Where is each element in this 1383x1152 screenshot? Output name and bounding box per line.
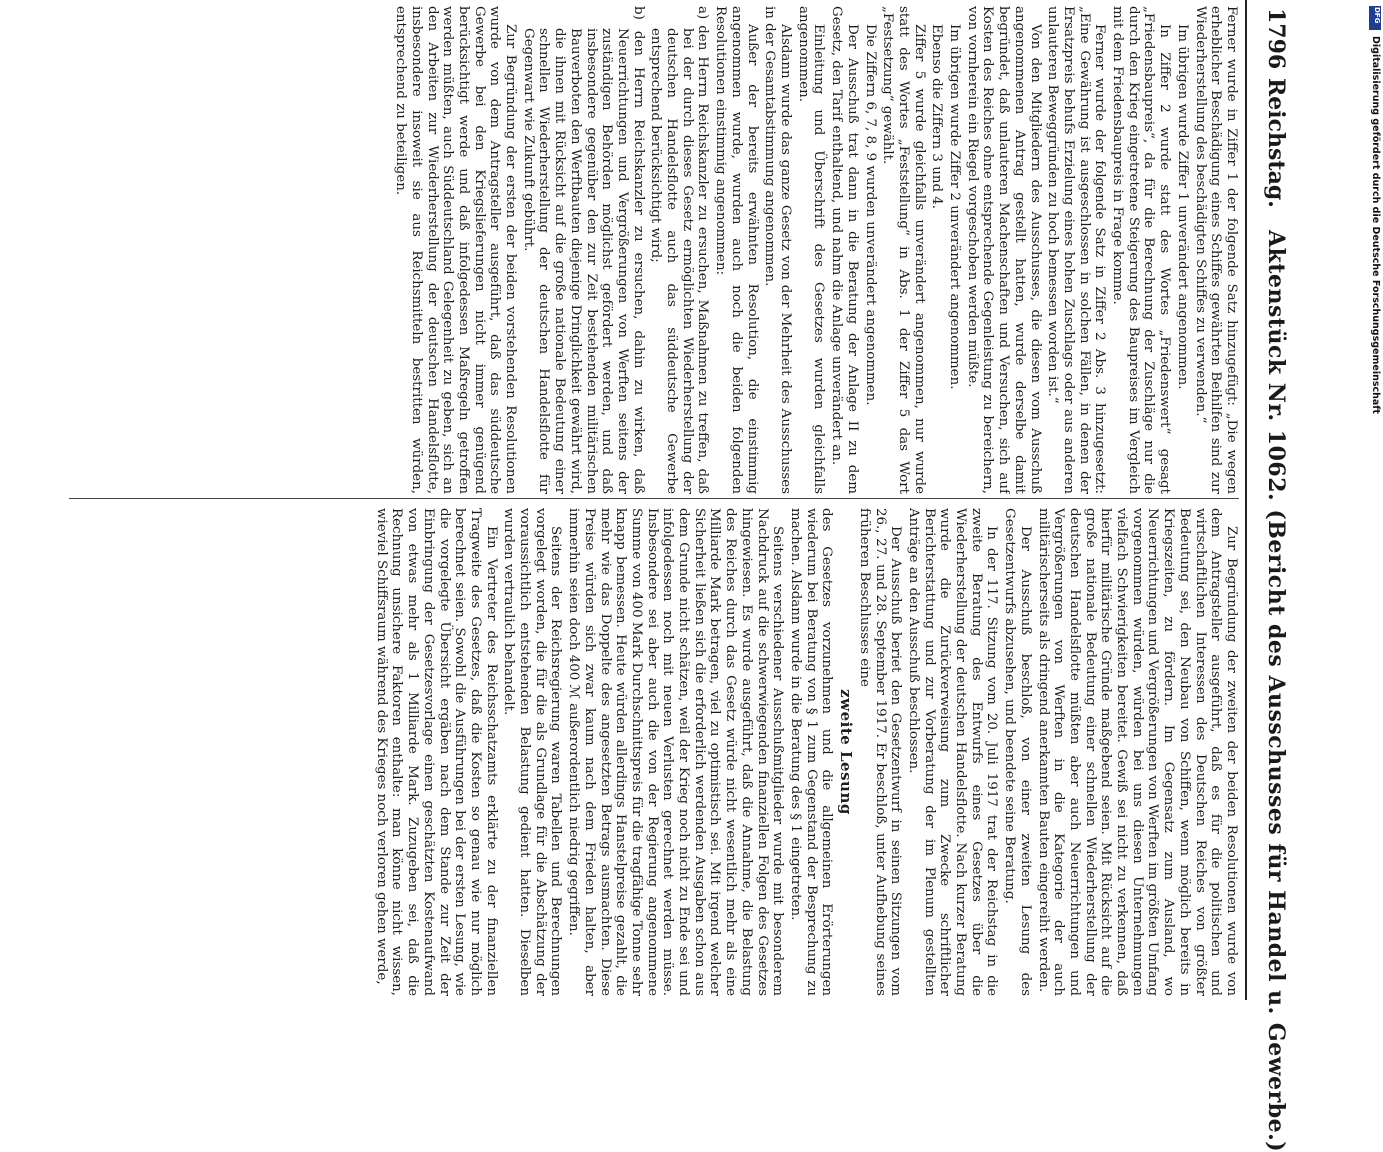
page-header [1249,0,1289,1152]
paragraph: Von den Mitgliedern des Ausschusses, die diesen vom Ausschuß angenommenen Antrag gestellt hatten, wurde derselbe damit begründet, daß unlauteren Machenschaften und Versuchen, sich auf Kosten des Reiches ohne entsprechende Gegenleistung zu bereichern, von vornherein ein Riegel vorgeschoben werden müßte. [964,6,1043,494]
paragraph: Ziffer 5 wurde gleichfalls unverändert angenommen, nur wurde statt des Wortes „Feststellung“ in Abs. 1 der Ziffer 5 das Wort „Festsetzung“ gewählt. [880,6,927,494]
column-divider [69,498,1239,499]
paragraph: Ebenso die Ziffern 3 und 4. [929,24,945,210]
paragraph: b) den Herrn Reichskanzler zu ersuchen, dahin zu wirken, daß Neuerrichtungen und Vergrößerungen von Werften seitens der zuständigen Behörden möglichst gefördert werden, und daß insbesondere gegenüber den zur Zeit bestehenden militärischen Bauverboten den Werftbauten diejenige Dringlichkeit gewährt wird, die ihnen mit Rücksicht auf die große nationale Bedeutung einer schnellen Wiederherstellung der deutschen Handelsflotte für Gegenwart wie Zukunft gebührt. [520,6,646,494]
header-title: Aktenstück Nr. 1062. (Bericht des Ausschusses für Handel u. Gewerbe.) [1263,230,1289,1152]
paragraph: Außer der bereits erwähnten Resolution, die einstimmig angenommen wurde, wurden auch noch die beiden folgenden Resolutionen einstimmig angenommen: [713,6,760,494]
header-org: Reichstag. [1263,78,1289,208]
section-heading: zweite Lesung [837,689,856,815]
side-note [1368,36,1382,656]
side-note-text: Digitalisierung gefördert durch die Deutsche Forschungsgemeinschaft [1370,36,1381,414]
paragraph: In der 117. Sitzung vom 20. Juli 1917 trat der Reichstag in die zweite Beratung des Entwurfs eines Gesetzes über die Wiederherstellung der deutschen Handelsflotte. Nach kurzer Beratung wurde die Zurückverweisung zum Zwecke schriftlicher Berichterstattung und zur Vorberatung der im Plenum gestellten Anträge an den Ausschuß beschlossen. [905,508,1000,996]
rotated-document-page [45,0,1335,1152]
paragraph: Ferner wurde in Ziffer 1 der folgende Satz hinzugefügt: „Die wegen erheblicher Beschädigung eines Schiffes gewährten Beihilfen sind zur Wiederherstellung des beschädigten Schiffes zu verwenden.“ [1192,6,1239,494]
paragraph: Im übrigen wurde Ziffer 2 unverändert angenommen. [947,24,963,390]
paragraph: des Gesetzes vorzunehmen und die allgemeinen Erörterungen wiederum bei Beratung von § 1 zum Gegenstand der Besprechung zu machen. Alsdann wurde in die Beratung des § 1 eingetreten. [788,508,835,996]
paragraph: Ferner wurde der folgende Satz in Ziffer 2 Abs. 3 hinzugesetzt: „Eine Gewährung ist ausgeschlossen in solchen Fällen, in denen der Ersatzpreis behufs Erzielung eines hohen Zuschlags oder aus anderen unlauteren Beweggründen zu hoch bemessen worden ist.“ [1045,6,1108,494]
paragraph: In Ziffer 2 wurde statt des Wortes „Friedenswert“ gesagt „Friedensbaupreis“, da für die Berechnung der Zuschläge nur die durch den Krieg eingetretene Steigerung des Baupreises im Vergleich mit dem Friedensbaupreis in Frage komme. [1110,6,1173,494]
paragraph: Alsdann wurde das ganze Gesetz von der Mehrheit des Ausschusses in der Gesamtabstimmung angenommen. [762,6,794,494]
paragraph: Der Ausschuß trat dann in die Beratung der Anlage II zu dem Gesetz, den Tarif enthaltend, und nahm die Anlage unverändert an. [829,6,860,494]
dfg-logo [1369,6,1381,30]
paragraph: Der Ausschuß beschloß, von einer zweiten Lesung des Gesetzentwurfs abzusehen, und beendete seine Beratung. [1002,508,1033,996]
left-column [59,6,1239,494]
dfg-logo-text: DFG [1373,7,1381,24]
paragraph: Seitens der Reichsregierung waren Tabellen und Berechnungen vorgelegt worden, die für die als Grundlage für die Abschätzung der voraussichtlich entstehenden Belastung gedient hatten. Dieselben wurden vertraulich behandelt. [501,508,564,996]
paragraph: Ein Vertreter des Reichsschatzamts erklärte zu der finanziellen Tragweite des Gesetzes, daß die Kosten so genau wie nur möglich berechnet seien. Sowohl die Ausführungen bei der ersten Lesung, wie die vorgelegte Übersicht ergäben nach dem Stande zur Zeit der Einbringung der Gesetzesvorlage einen geschätzten Kostenaufwand von etwas mehr als 1 Milliarde Mark. Zuzugeben sei, daß die Rechnung unsichere Faktoren enthalte: man könne nicht wissen, wieviel Schiffsraum während des Krieges noch verloren gehen werde, [373,508,499,996]
header-rule [1245,0,1247,1000]
paragraph: Im übrigen wurde Ziffer 1 unverändert angenommen. [1174,24,1190,390]
paragraph: Die Ziffern 6, 7, 8, 9 wurden unverändert angenommen. [862,24,878,406]
right-column [59,508,1239,996]
page-number: 1796 [1263,8,1289,70]
paragraph: Zur Begründung der ersten der beiden vorstehenden Resolutionen wurde von dem Antragsteller ausgeführt, daß das süddeutsche Gewerbe bei den Kriegslieferungen nicht immer genügend berücksichtigt werde und daß infolgedessen Maßregeln getroffen werden müßten, auch Süddeutschland Gelegenheit zu geben, sich an den Arbeiten zur Wiederherstellung der deutschen Handelsflotte, insbesondere insoweit sie aus Reichsmitteln bestritten würden, entsprechend zu beteiligen. [393,6,519,494]
paragraph: Seitens verschiedener Ausschußmitglieder wurde mit besonderem Nachdruck auf die schwerwiegenden finanziellen Folgen des Gesetzes hingewiesen. Es wurde ausgeführt, daß die Annahme, die Belastung des Reiches durch das Gesetz würde nicht wesentlich mehr als eine Milliarde Mark betragen, viel zu optimistisch sei. Mit irgend welcher Sicherheit ließen sich die erforderlich werdenden Ausgaben schon aus dem Grunde nicht schätzen, weil der Krieg noch nicht zu Ende sei und infolgedessen noch mit neuen Verlusten gerechnet werden müsse. Insbesondere sei aber auch die von der Regierung angenommene Summe von 400 Mark Durchschnittspreis für die tragfähige Tonne sehr knapp bemessen. Heute würden allerdings Hanstelpreise gezahlt, die mehr wie das Doppelte des angesetzten Betrags ausmachten. Diese Preise würden sich zwar kaum nach dem Frieden halten, aber immerhin seien doch 400 ℳ außerordentlich niedrig gegriffen. [566,508,786,996]
paragraph: Der Ausschuß beriet den Gesetzentwurf in seinen Sitzungen vom 26., 27. und 28. September 1917. Er beschloß, unter Aufhebung seines früheren Beschlusses eine [856,508,904,996]
paragraph: a) den Herrn Reichskanzler zu ersuchen, Maßnahmen zu treffen, daß bei der durch dieses Gesetz ermöglichten Wiederherstellung der deutschen Handelsflotte auch das süddeutsche Gewerbe entsprechend berücksichtigt wird; [648,6,711,494]
paragraph: Zur Begründung der zweiten der beiden Resolutionen wurde von dem Antragsteller ausgeführt, daß es für die politischen und wirtschaftlichen Interessen des Deutschen Reiches von größter Bedeutung sei, den Neubau von Schiffen, wenn möglich bereits in Kriegszeiten, zu fördern. Im Gegensatz zum Ausland, wo Neuerrichtungen und Vergrößerungen von Werften im größten Umfang vorgenommen würden, würden bei uns diesen Unternehmungen vielfach Schwierigkeiten bereitet. Gewiß sei nicht zu verkennen, daß hierfür militärische Gründe maßgebend seien. Mit Rücksicht auf die große nationale Bedeutung einer schnellen Wiederherstellung der deutschen Handelsflotte müßten aber auch Neuerrichtungen und Vergrößerungen von Werften in die Kategorie der auch militärischerseits als dringend anerkannten Bauten eingereiht werden. [1035,508,1239,996]
paragraph: Einleitung und Überschrift des Gesetzes wurden gleichfalls angenommen. [795,6,827,494]
